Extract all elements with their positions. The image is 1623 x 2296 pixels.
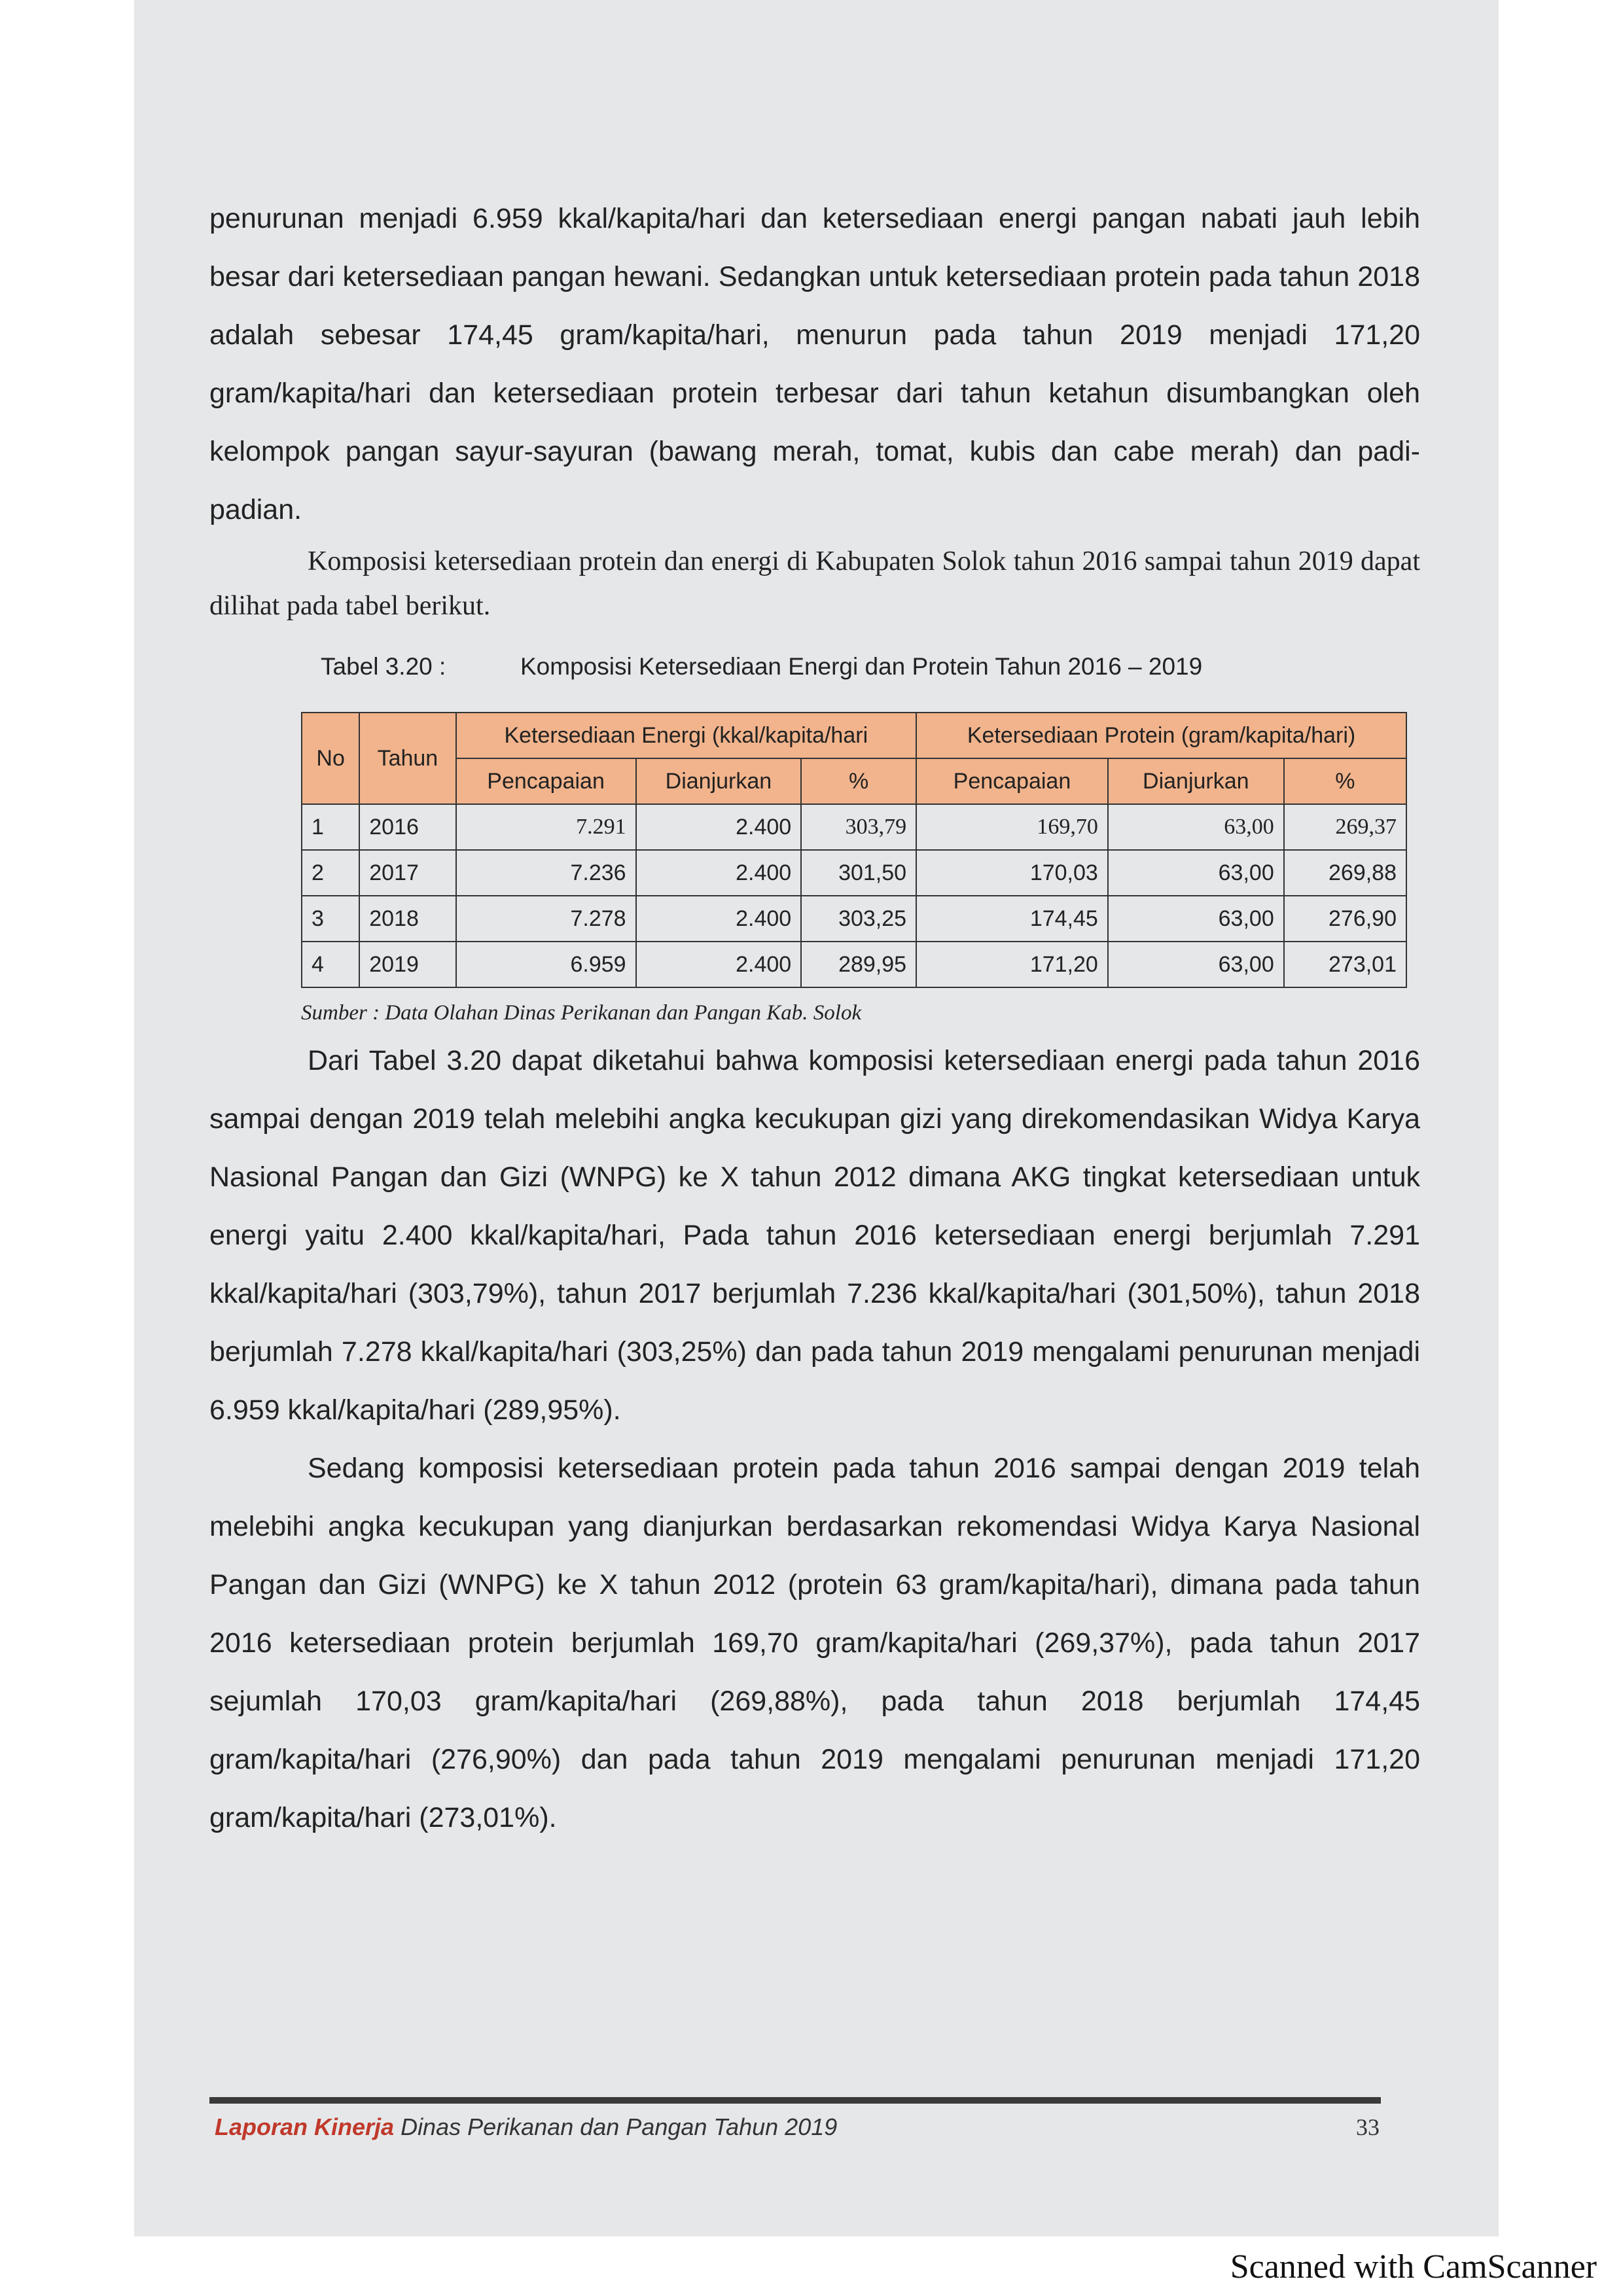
- cell-tahun: 2018: [359, 896, 455, 942]
- cell-energi-dianjurkan: 2.400: [636, 896, 802, 942]
- col-protein-pencapaian: Pencapaian: [916, 758, 1108, 804]
- col-energi-dianjurkan: Dianjurkan: [636, 758, 802, 804]
- cell-protein-dianjurkan: 63,00: [1108, 942, 1284, 987]
- cell-no: 4: [302, 942, 359, 987]
- energy-protein-table: [301, 712, 1407, 988]
- table-intro: Komposisi ketersediaan protein dan energi di Kabupaten Solok tahun 2016 sampai tahun 2019 dapat dilihat pada tabel berikut.: [209, 546, 1420, 621]
- col-tahun: Tahun: [359, 713, 455, 804]
- cell-no: 2: [302, 850, 359, 896]
- cell-protein-dianjurkan: 63,00: [1108, 804, 1284, 850]
- table-caption-title: Komposisi Ketersediaan Energi dan Protein Tahun 2016 – 2019: [520, 653, 1203, 680]
- table-row: [302, 942, 1406, 987]
- cell-protein-dianjurkan: 63,00: [1108, 896, 1284, 942]
- table-source: Sumber : Data Olahan Dinas Perikanan dan Pangan Kab. Solok: [301, 1001, 862, 1025]
- table-header-row: [302, 713, 1406, 758]
- cell-tahun: 2019: [359, 942, 455, 987]
- cell-tahun: 2017: [359, 850, 455, 896]
- paragraph-protein: Sedang komposisi ketersediaan protein pada tahun 2016 sampai dengan 2019 telah melebihi angka kecukupan yang dianjurkan berdasarkan rekomendasi Widya Karya Nasional Pangan dan Gizi (WNPG) ke X tahun 2012 (protein 63 gram/kapita/hari), dimana pada tahun 2016 ketersediaan protein berjumlah 169,70 gram/kapita/hari (269,37%), pada tahun 2017 sejumlah 170,03 gram/kapita/hari (269,88%), pada tahun 2018 berjumlah 174,45 gram/kapita/hari (276,90%) dan pada tahun 2019 mengalami penurunan menjadi 171,20 gram/kapita/hari (273,01%).: [209, 1453, 1420, 1833]
- cell-protein-persen: 269,88: [1284, 850, 1406, 896]
- cell-energi-persen: 303,25: [801, 896, 916, 942]
- cell-tahun: 2016: [359, 804, 455, 850]
- cell-protein-pencapaian: 170,03: [916, 850, 1108, 896]
- cell-energi-pencapaian: 7.236: [456, 850, 636, 896]
- cell-protein-pencapaian: 169,70: [916, 804, 1108, 850]
- table-row: [302, 896, 1406, 942]
- cell-energi-pencapaian: 7.278: [456, 896, 636, 942]
- cell-protein-persen: 269,37: [1284, 804, 1406, 850]
- col-no: No: [302, 713, 359, 804]
- cell-energi-dianjurkan: 2.400: [636, 850, 802, 896]
- document-body: [209, 190, 1420, 1847]
- cell-no: 3: [302, 896, 359, 942]
- col-protein-dianjurkan: Dianjurkan: [1108, 758, 1284, 804]
- paragraph-energi: Dari Tabel 3.20 dapat diketahui bahwa komposisi ketersediaan energi pada tahun 2016 sampai dengan 2019 telah melebihi angka kecukupan gizi yang direkomendasikan Widya Karya Nasional Pangan dan Gizi (WNPG) ke X tahun 2012 dimana AKG tingkat ketersediaan untuk energi yaitu 2.400 kkal/kapita/hari, Pada tahun 2016 ketersediaan energi berjumlah 7.291 kkal/kapita/hari (303,79%), tahun 2017 berjumlah 7.236 kkal/kapita/hari (301,50%), tahun 2018 berjumlah 7.278 kkal/kapita/hari (303,25%) dan pada tahun 2019 mengalami penurunan menjadi 6.959 kkal/kapita/hari (289,95%).: [209, 1045, 1420, 1426]
- table-subheader-row: [302, 758, 1406, 804]
- cell-energi-dianjurkan: 2.400: [636, 942, 802, 987]
- table-row: [302, 804, 1406, 850]
- cell-protein-persen: 276,90: [1284, 896, 1406, 942]
- table-row: [302, 850, 1406, 896]
- paragraph-top: penurunan menjadi 6.959 kkal/kapita/hari dan ketersediaan energi pangan nabati jauh lebih besar dari ketersediaan pangan hewani. Sedangkan untuk ketersediaan protein pada tahun 2018 adalah sebesar 174,45 gram/kapita/hari, menurun pada tahun 2019 menjadi 171,20 gram/kapita/hari dan ketersediaan protein terbesar dari tahun ketahun disumbangkan oleh kelompok pangan sayur-sayuran (bawang merah, tomat, kubis dan cabe merah) dan padi-padian.: [209, 203, 1420, 525]
- cell-protein-pencapaian: 174,45: [916, 896, 1108, 942]
- footer-rest: Dinas Perikanan dan Pangan Tahun 2019: [394, 2113, 838, 2140]
- cell-protein-pencapaian: 171,20: [916, 942, 1108, 987]
- cell-protein-dianjurkan: 63,00: [1108, 850, 1284, 896]
- table-caption-label: Tabel 3.20 :: [321, 653, 446, 680]
- cell-protein-persen: 273,01: [1284, 942, 1406, 987]
- col-protein-persen: %: [1284, 758, 1406, 804]
- page-footer: [215, 2113, 1380, 2141]
- col-energi-persen: %: [801, 758, 916, 804]
- footer-title: [215, 2113, 837, 2141]
- cell-energi-pencapaian: 6.959: [456, 942, 636, 987]
- col-group-energi: Ketersediaan Energi (kkal/kapita/hari: [456, 713, 917, 758]
- cell-energi-persen: 289,95: [801, 942, 916, 987]
- cell-energi-persen: 303,79: [801, 804, 916, 850]
- cell-no: 1: [302, 804, 359, 850]
- table-caption: [321, 653, 1420, 680]
- footer-brand: Laporan Kinerja: [215, 2113, 395, 2140]
- scanner-watermark: Scanned with CamScanner: [1230, 2248, 1597, 2286]
- col-energi-pencapaian: Pencapaian: [456, 758, 636, 804]
- col-group-protein: Ketersediaan Protein (gram/kapita/hari): [916, 713, 1406, 758]
- page-number: 33: [1356, 2114, 1380, 2140]
- footer-divider: [209, 2097, 1381, 2104]
- cell-energi-dianjurkan: 2.400: [636, 804, 802, 850]
- cell-energi-pencapaian: 7.291: [456, 804, 636, 850]
- cell-energi-persen: 301,50: [801, 850, 916, 896]
